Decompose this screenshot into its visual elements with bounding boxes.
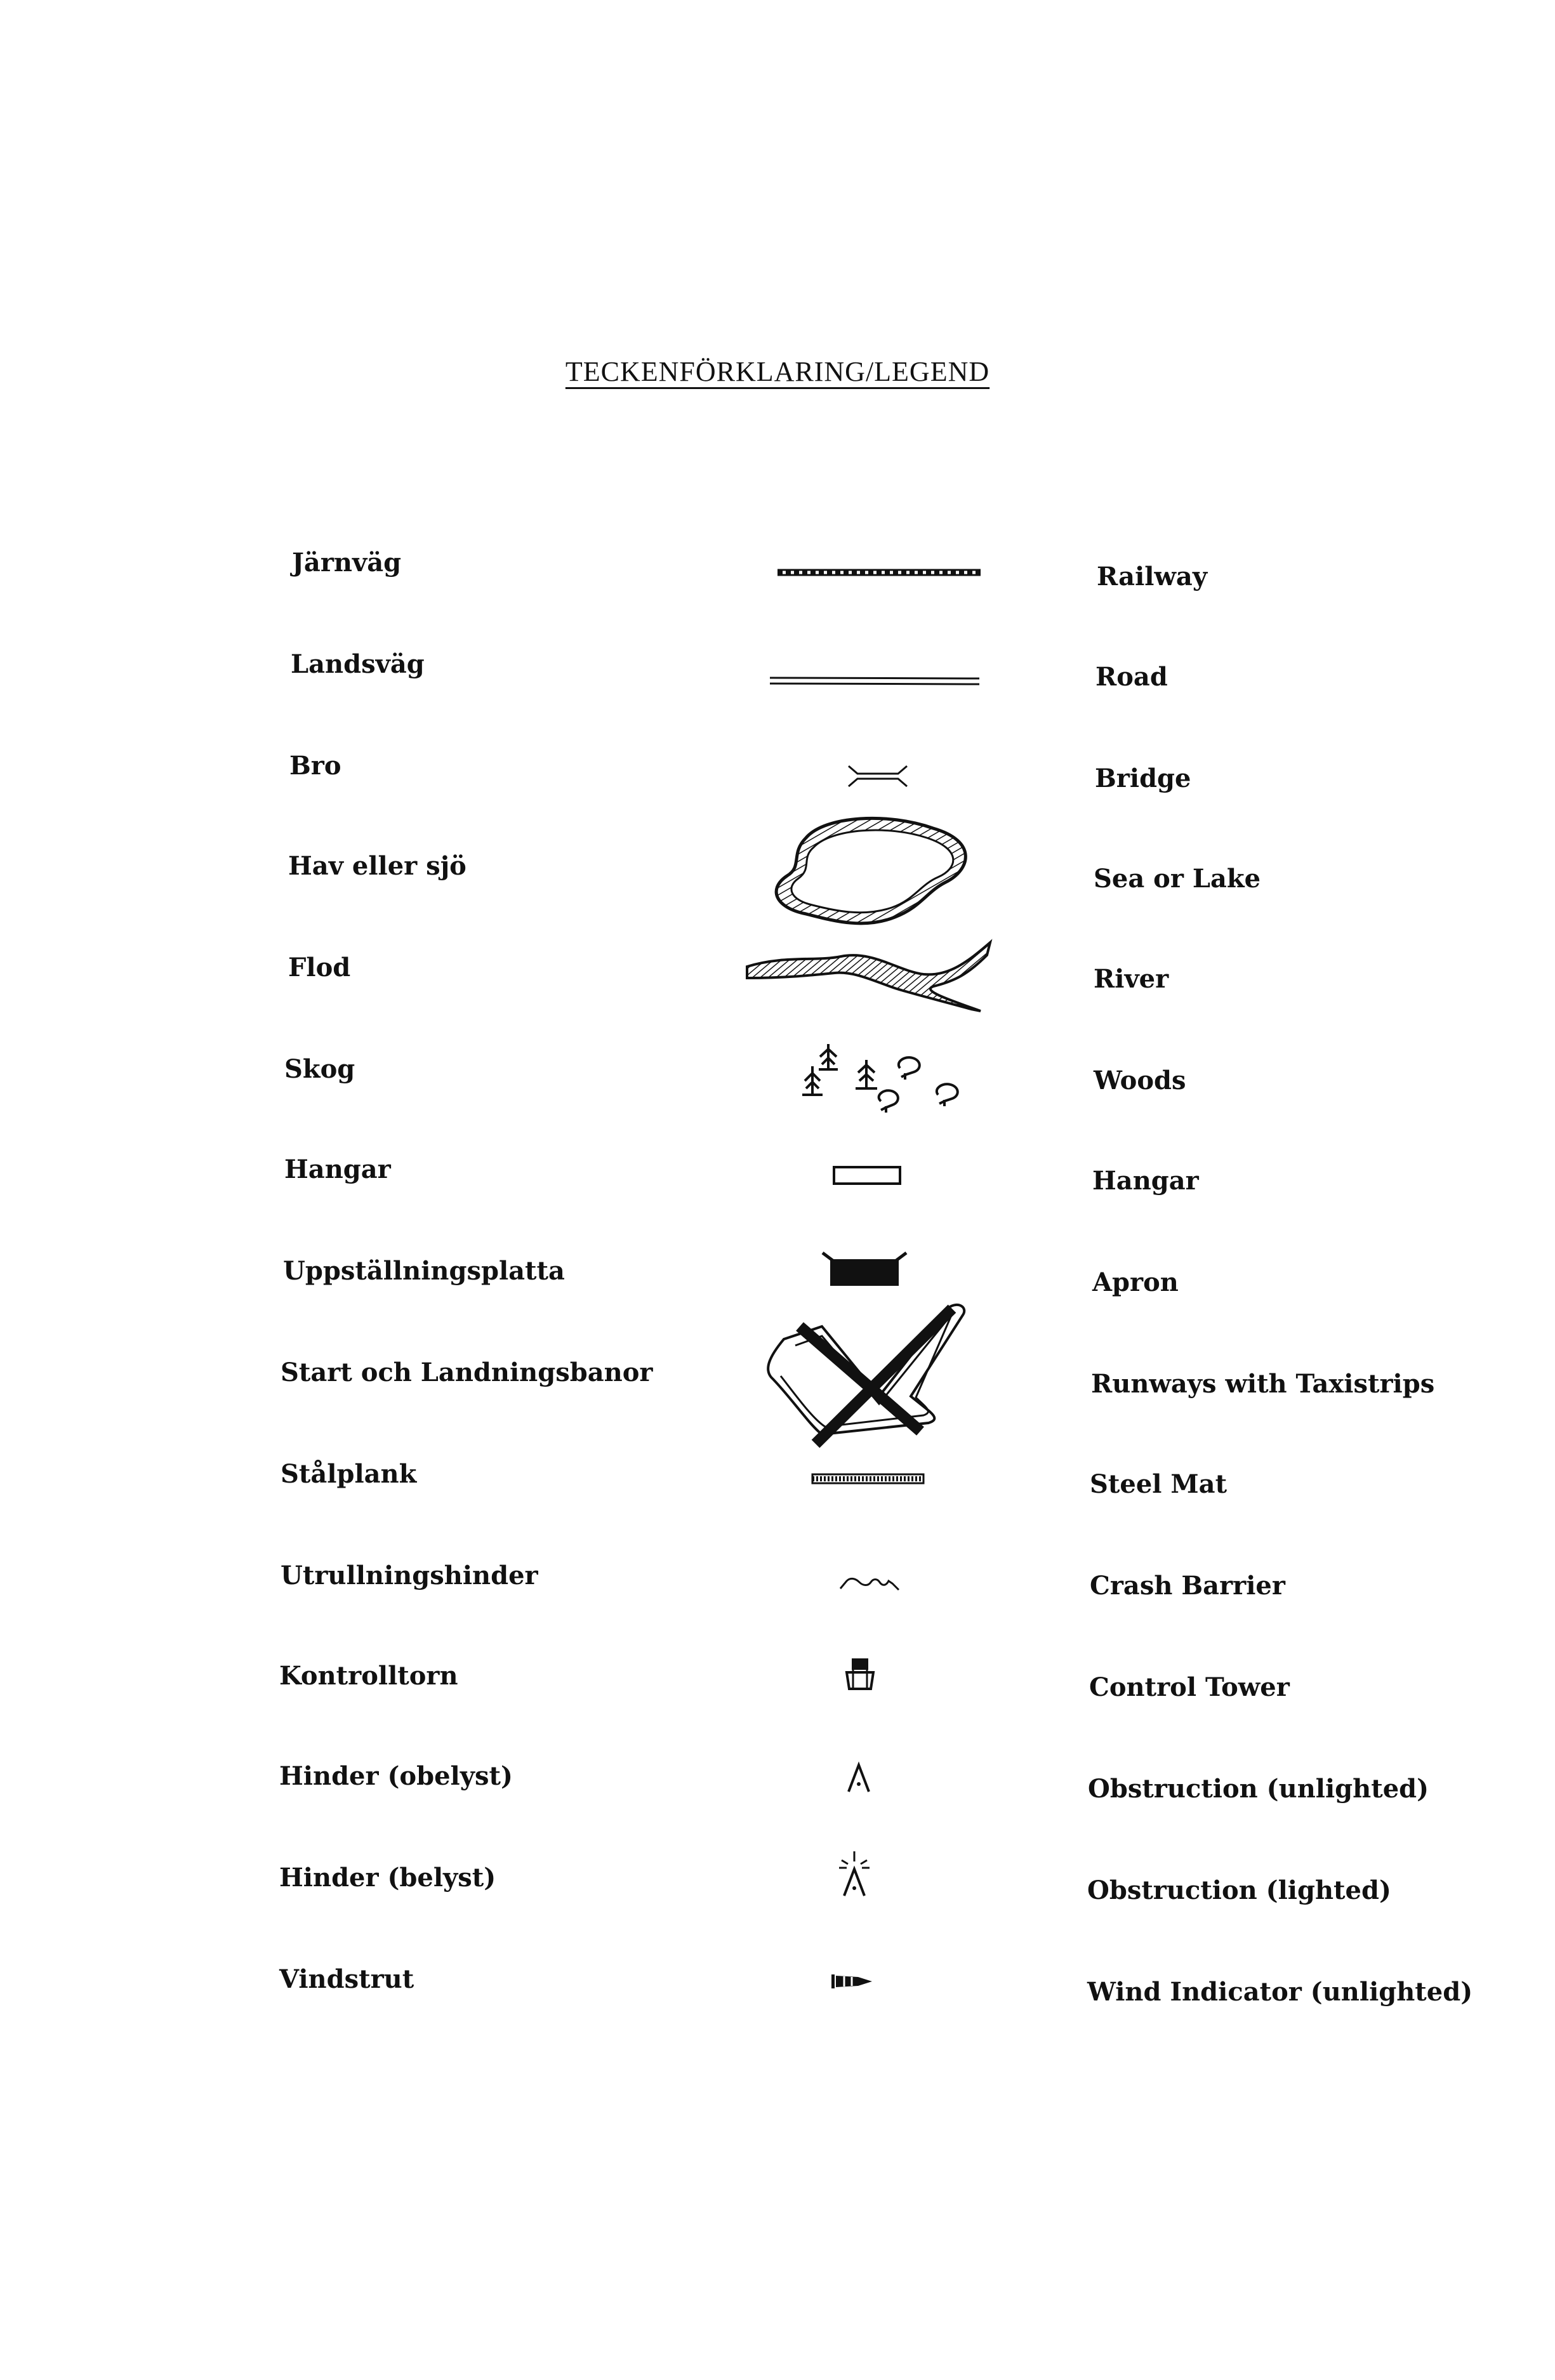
swedish-label: Stålplank xyxy=(281,1459,417,1489)
english-label: Obstruction (unlighted) xyxy=(1088,1774,1429,1804)
obstruction-unlighted-symbol-icon xyxy=(846,1762,871,1794)
road-symbol-icon xyxy=(770,676,979,685)
obstruction-lighted-symbol-icon xyxy=(837,1850,872,1898)
hangar-symbol-icon xyxy=(833,1165,903,1186)
swedish-label: Kontrolltorn xyxy=(279,1661,458,1691)
english-label: Runways with Taxistrips xyxy=(1091,1369,1435,1399)
legend-row-steel-mat xyxy=(0,1457,1555,1552)
swedish-label: Flod xyxy=(288,953,351,982)
swedish-label: Hinder (belyst) xyxy=(279,1863,496,1893)
legend-row-river xyxy=(0,949,1555,1044)
woods-symbol-icon xyxy=(800,1038,965,1133)
swedish-label: Vindstrut xyxy=(279,1964,414,1994)
swedish-label: Bro xyxy=(289,751,341,781)
english-label: Control Tower xyxy=(1089,1672,1290,1702)
runways-symbol-icon xyxy=(765,1301,974,1453)
legend-row-obstruction-lighted xyxy=(0,1863,1555,1958)
crash-barrier-symbol-icon xyxy=(838,1571,901,1592)
railway-symbol-icon xyxy=(777,568,981,577)
legend-title: TECKENFÖRKLARING/LEGEND xyxy=(565,356,990,387)
legend-row-railway xyxy=(0,543,1555,638)
control-tower-symbol-icon xyxy=(844,1656,876,1694)
legend-row-lake xyxy=(0,847,1555,942)
english-label: Steel Mat xyxy=(1090,1469,1227,1499)
legend-row-hangar xyxy=(0,1152,1555,1247)
english-label: River xyxy=(1094,964,1169,994)
wind-indicator-symbol-icon xyxy=(830,1972,875,1991)
swedish-label: Hav eller sjö xyxy=(288,851,466,881)
swedish-label: Hangar xyxy=(284,1154,391,1184)
english-label: Crash Barrier xyxy=(1090,1571,1285,1601)
legend-row-wind-indicator xyxy=(0,1964,1555,2059)
steel-mat-symbol-icon xyxy=(812,1474,923,1483)
swedish-label: Utrullningshinder xyxy=(281,1561,538,1590)
apron-symbol-icon xyxy=(820,1250,909,1288)
english-label: Apron xyxy=(1092,1267,1179,1297)
bridge-symbol-icon xyxy=(846,764,910,789)
english-label: Woods xyxy=(1094,1066,1186,1095)
english-label: Railway xyxy=(1097,562,1208,592)
swedish-label: Landsväg xyxy=(291,649,425,679)
english-label: Hangar xyxy=(1092,1166,1199,1196)
swedish-label: Skog xyxy=(284,1054,355,1084)
legend-row-control-tower xyxy=(0,1660,1555,1755)
river-symbol-icon xyxy=(746,936,993,1012)
english-label: Sea or Lake xyxy=(1094,864,1261,894)
english-label: Obstruction (lighted) xyxy=(1087,1875,1391,1905)
swedish-label: Start och Landningsbanor xyxy=(281,1358,653,1387)
legend-row-road xyxy=(0,644,1555,739)
swedish-label: Järnväg xyxy=(292,548,402,578)
swedish-label: Hinder (obelyst) xyxy=(279,1761,513,1791)
lake-symbol-icon xyxy=(768,812,977,933)
english-label: Wind Indicator (unlighted) xyxy=(1087,1977,1473,2007)
swedish-label: Uppställningsplatta xyxy=(283,1256,565,1286)
legend-row-runways xyxy=(0,1355,1555,1450)
english-label: Road xyxy=(1095,662,1168,692)
legend-row-crash-barrier xyxy=(0,1558,1555,1653)
legend-row-woods xyxy=(0,1050,1555,1146)
english-label: Bridge xyxy=(1095,764,1191,793)
legend-row-obstruction-unlighted xyxy=(0,1761,1555,1856)
